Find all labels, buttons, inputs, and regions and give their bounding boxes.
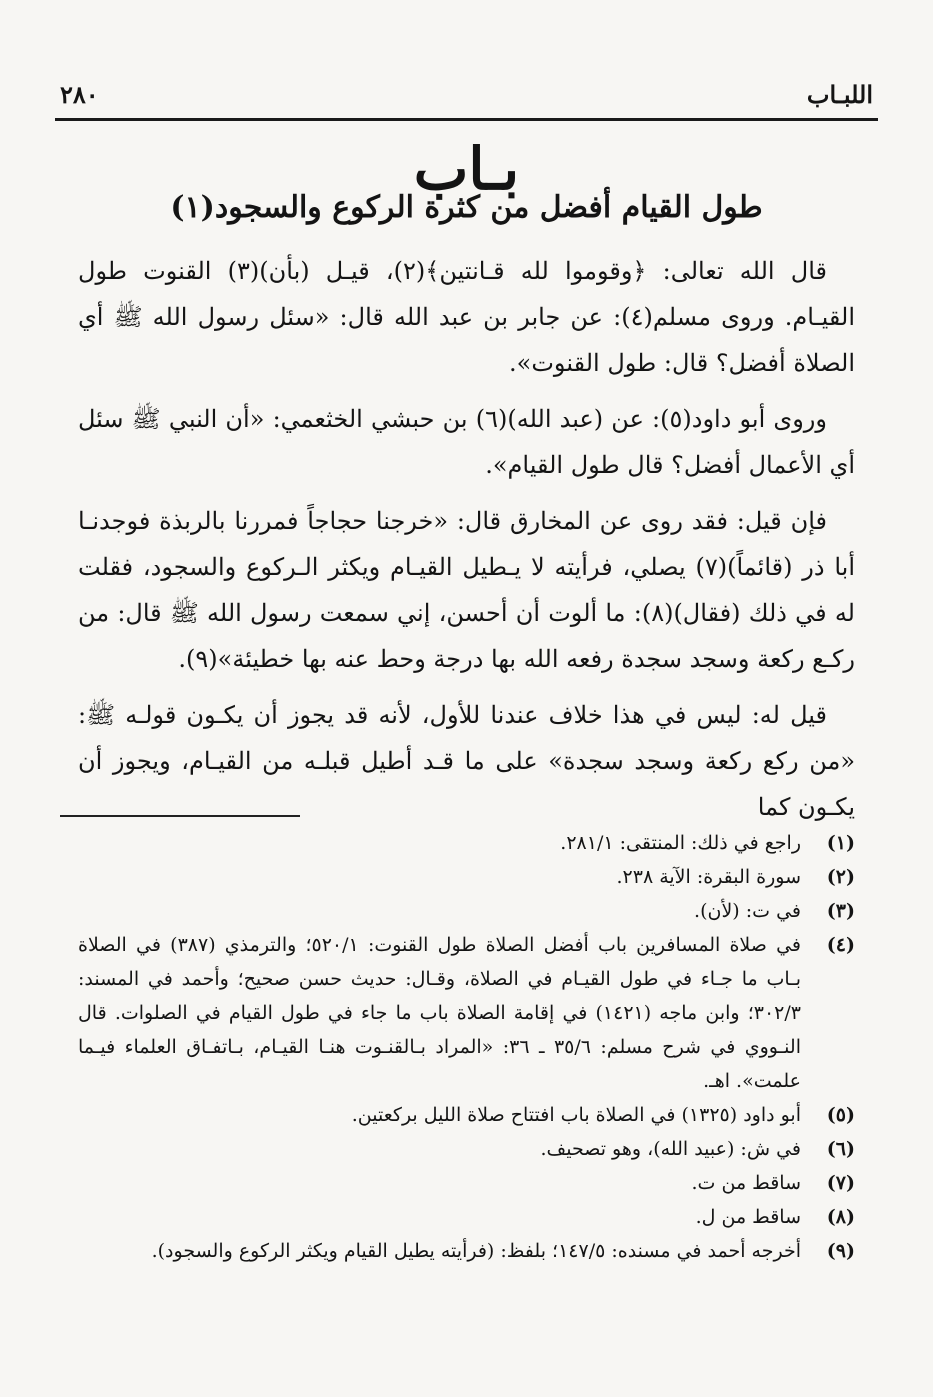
footnote-text: ساقط من ل. [695,1206,801,1228]
paragraph: فإن قيل: فقد روى عن المخارق قال: «خرجنا حجاجاً فمررنا بالربذة فوجدنـا أبا ذر (قائماً)(٧) يصلي، فرأيته لا يـطيل القيـام ويكثر الـركوع والسجود، فقلت له في ذلك (فقال)(٨): ما ألوت أن أحسن، إني سمعت رسول الله ﷺ قال: من ركـع ركعة وسجد سجدة رفعه الله بها درجة وحط عنه بها خطيئة»(٩). [78,507,855,673]
header-rule [55,118,878,121]
footnote-text: في ت: (لأن). [694,900,801,922]
footnote-number: (٢) [826,866,855,888]
footnote-text: في صلاة المسافرين باب أفضل الصلاة طول القنوت: ٥٢٠/١؛ والترمذي (٣٨٧) في الصلاة بـاب ما جـاء في طول القيـام في الصلاة، وقـال: حديث حسن صحيح؛ وأحمد في المسند: ٣٠٢/٣؛ وابن ماجه (١٤٢١) في إقامة الصلاة باب ما جاء في طول القيام في الصلوات. قال النـووي في شرح مسلم: ٣٥/٦ ـ ٣٦: «المراد بـالقنـوت هنـا القيـام، بـاتفـاق العلماء فيـما علمت». اهـ. [78,934,802,1092]
footnote [78,1200,855,1234]
chapter-title: طول القيام أفضل من كثرة الركوع والسجود(١) [170,190,763,225]
paragraph: قال الله تعالى: ﴿وقوموا لله قـانتين﴾(٢)، قيـل (بأن)(٣) القنوت طول القيـام. وروى مسلم(٤): عن جابر بن عبد الله قال: «سئل رسول الله ﷺ أي الصلاة أفضل؟ قال: طول القنوت». [78,257,855,377]
footnote [78,1098,855,1132]
footnote-text: سورة البقرة: الآية ٢٣٨. [616,866,801,888]
footnote [78,1234,855,1268]
footnotes-list [78,826,855,1268]
page-header [60,72,873,116]
footnote-text: أبو داود (١٣٢٥) في الصلاة باب افتتاح صلاة الليل بركعتين. [351,1104,801,1126]
footnote-text: أخرجه أحمد في مسنده: ١٤٧/٥؛ بلفظ: (فرأيته يطيل القيام ويكثر الركوع والسجود). [151,1240,801,1262]
footnote [78,1132,855,1166]
footnote-text: ساقط من ت. [691,1172,801,1194]
footnote [78,928,855,1098]
footnote [78,826,855,860]
footnote-number: (١) [826,832,855,854]
footnote-number: (٣) [826,900,855,922]
footnote-number: (٦) [826,1138,855,1160]
footnote [78,860,855,894]
chapter-heading: بـاب [413,135,520,203]
footnote-number: (٥) [826,1104,855,1126]
paragraph: قيل له: ليس في هذا خلاف عندنا للأول، لأنه قد يجوز أن يكـون قولـه ﷺ: «من ركع ركعة وسجد سجدة» على ما قـد أطيل قبلـه من القيـام، ويجوز أن يكـون كما [78,701,855,821]
footnote-number: (٨) [826,1206,855,1228]
footnote-text: في ش: (عبيد الله)، وهو تصحيف. [540,1138,801,1160]
footnote-separator [60,815,300,817]
footnote [78,1166,855,1200]
book-title: اللبـاب [806,79,873,109]
footnote-number: (٩) [826,1240,855,1262]
paragraph: وروى أبو داود(٥): عن (عبد الله)(٦) بن حبشي الخثعمي: «أن النبي ﷺ سئل أي الأعمال أفضل؟ قال طول القيام». [78,405,855,479]
footnote-number: (٧) [826,1172,855,1194]
body-text [78,248,855,840]
footnote-number: (٤) [826,934,855,956]
footnote-text: راجع في ذلك: المنتقى: ٢٨١/١. [560,832,801,854]
page-number: ٢٨٠ [60,79,99,109]
footnote [78,894,855,928]
